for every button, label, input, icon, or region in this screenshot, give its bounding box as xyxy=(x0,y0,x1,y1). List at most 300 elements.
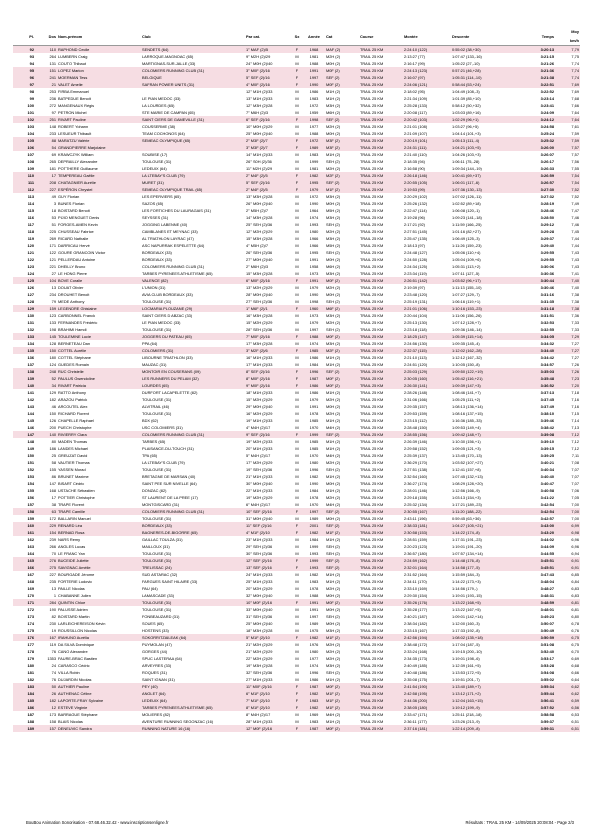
cell-bib: 38 xyxy=(51,502,56,507)
cell-race: TRAIL 25 KM xyxy=(360,341,384,346)
cell-cat-rank: 19° M1H (2)/33 xyxy=(246,418,273,423)
cell-rank: 110 xyxy=(13,172,35,179)
cell-name: BERNETEAU Dan xyxy=(58,341,90,346)
cell-sex: M xyxy=(295,460,299,465)
cell-speed: 7,07 xyxy=(571,467,579,472)
cell-speed: 6,70 xyxy=(571,649,579,654)
cell-club: BELGIQUE xyxy=(141,74,245,81)
cell-speed: 7,06 xyxy=(571,488,579,493)
cell-speed: 6,66 xyxy=(571,670,579,675)
cell-sex: F xyxy=(291,522,303,529)
cell-cat-rank: 31° SEH (2)/36 xyxy=(246,614,273,619)
cell-year: 1995 xyxy=(303,179,325,186)
cell-bib: 129 xyxy=(49,390,56,395)
cell-rank: 163 xyxy=(27,544,34,549)
cell-bib: 251 xyxy=(35,116,57,123)
cell-bib: 229 xyxy=(35,522,57,529)
cell-race: TRAIL 25 KM xyxy=(360,264,384,269)
cell-rank: 177 xyxy=(27,642,34,647)
cell-cat-rank: 26° SEH (2)/36 xyxy=(246,250,273,255)
cell-year: 1986 xyxy=(309,677,319,682)
cell-cat-rank: 2° M3F (2)/7 xyxy=(245,137,291,144)
cell-descent: 1:17:04 (187,-5) xyxy=(452,642,480,647)
cell-speed: 7,46 xyxy=(571,215,579,220)
cell-club: SEMEAC OLYMPIQUE TRAIL (65) xyxy=(141,186,245,193)
cell-bib: 110 xyxy=(35,46,57,54)
cell-time: 3:36:52 xyxy=(513,382,555,389)
cell-speed: 7,79 xyxy=(555,46,580,54)
cell-bib: 63 xyxy=(35,508,57,515)
cell-time: 3:31:51 xyxy=(540,313,554,318)
cell-club: LA LTEBAY'S CLUB (79) xyxy=(142,460,185,465)
cell-descent: 1:17:33 (192,-8) xyxy=(452,628,480,633)
cell-category: M3F (2) xyxy=(325,137,359,144)
cell-bib: 190 xyxy=(49,607,56,612)
cell-race: TRAIL 25 KM xyxy=(360,439,384,444)
cell-name: ANGLES Lucas xyxy=(58,544,86,549)
cell-rank: 105 xyxy=(13,137,35,144)
cell-time: 3:30:06 xyxy=(540,264,554,269)
cell-sex: F xyxy=(291,46,303,54)
cell-cat-rank: 22° M1H (2)/33 xyxy=(246,488,273,493)
cell-time: 3:34:57 xyxy=(540,362,554,367)
cell-speed: 7,05 xyxy=(571,495,579,500)
cell-category: SEF (2) xyxy=(325,368,359,375)
cell-club: TOULOUSE (31) xyxy=(142,411,172,416)
cell-time: 3:32:53 xyxy=(540,320,554,325)
cell-descent: 1:01:39 (85,+10) xyxy=(452,96,481,101)
cell-club: SEYSSES (31) xyxy=(142,215,169,220)
table-row xyxy=(13,347,580,354)
cell-speed: 6,53 xyxy=(571,712,579,717)
cell-sex: M xyxy=(295,201,299,206)
cell-speed: 7,43 xyxy=(571,250,579,255)
cell-bib: 123 xyxy=(49,313,56,318)
cell-club: MARTIGNAS-SUR-JALLE (33) xyxy=(142,61,196,66)
cell-speed: 7,36 xyxy=(571,313,579,318)
col-header-bib: Dos xyxy=(35,27,57,46)
cell-club: LA LOURDES (65) xyxy=(142,103,175,108)
cell-climb: 2:38:48 (172) xyxy=(404,642,428,647)
cell-sex: F xyxy=(291,431,303,438)
table-row xyxy=(13,368,580,375)
cell-sex: M xyxy=(295,257,299,262)
cell-name: FAURE-BRAC Bastien xyxy=(58,656,98,661)
cell-rank: 172 xyxy=(27,607,34,612)
cell-club: SAZOS (65) xyxy=(142,201,164,206)
cell-year: 1996 xyxy=(309,670,319,675)
cell-sex: M xyxy=(295,320,299,325)
cell-year: 1993 xyxy=(309,551,319,556)
cell-speed: 7,26 xyxy=(571,362,579,367)
cell-category: M2H (2) xyxy=(326,124,341,129)
cell-climb: 2:32:01 (164) xyxy=(403,564,451,571)
cell-descent: 1:12:12 (167,-32) xyxy=(452,355,482,360)
cell-race: TRAIL 25 KM xyxy=(360,614,384,619)
cell-race: TRAIL 25 KM xyxy=(360,355,384,360)
cell-club: LEDEUIX (64) xyxy=(141,697,245,704)
cell-race: TRAIL 25 KM xyxy=(360,579,384,584)
cell-climb: 2:19:28 (96) xyxy=(404,215,425,220)
cell-race: TRAIL 25 KM xyxy=(360,236,384,241)
cell-name: BOISTARD Martin xyxy=(58,614,90,619)
cell-sex: M xyxy=(295,96,299,101)
cell-cat-rank: 2° M4F (2)/5 xyxy=(245,186,291,193)
cell-bib: 3 xyxy=(53,201,56,206)
cell-race: TRAIL 25 KM xyxy=(359,137,403,144)
cell-sex: F xyxy=(291,508,303,515)
cell-club: TPA (65) xyxy=(142,453,158,458)
cell-sex: F xyxy=(291,704,303,711)
cell-sex: M xyxy=(295,642,299,647)
cell-bib: 284 xyxy=(35,599,57,606)
cell-speed: 7,64 xyxy=(571,110,579,115)
cell-climb: 2:19:39 (97) xyxy=(404,285,425,290)
cell-climb: 2:26:18 (146) xyxy=(403,172,451,179)
cell-category: M0F (2) xyxy=(325,375,359,382)
cell-year: 1985 xyxy=(309,446,319,451)
cell-bib: 172 xyxy=(49,516,56,521)
cell-cat-rank: 6° M4H (2)/17 xyxy=(246,502,271,507)
cell-race: TRAIL 25 KM xyxy=(360,572,384,577)
cell-club xyxy=(141,144,245,151)
cell-sex: M xyxy=(295,166,299,171)
cell-race: TRAIL 25 KM xyxy=(359,179,403,186)
cell-name: ESPÉRON Chrystel xyxy=(57,186,141,193)
cell-year: 1972 xyxy=(309,194,319,199)
cell-descent: 1:13:12 (171,+2) xyxy=(451,690,513,697)
cell-category: M1H (2) xyxy=(326,537,341,542)
cell-race: TRAIL 25 KM xyxy=(359,67,403,74)
cell-descent: 1:07:11 (127,-5) xyxy=(452,271,480,276)
cell-cat-rank: 33° M0H (2)/40 xyxy=(246,607,273,612)
cell-sex: M xyxy=(295,292,299,297)
cell-sex: F xyxy=(291,725,303,732)
cell-time: 3:56:41 xyxy=(513,697,555,704)
cell-sex: M xyxy=(295,299,299,304)
cell-year: 1984 xyxy=(309,488,319,493)
cell-cat-rank: 13° M1H (2)/33 xyxy=(246,96,273,101)
cell-speed: 7,59 xyxy=(571,131,579,136)
cell-sex: M xyxy=(295,229,299,234)
cell-name: PAILLE Nicolas xyxy=(58,586,85,591)
cell-climb: 2:21:01 (106) xyxy=(403,305,451,312)
cell-cat-rank: 5° SEF (2)/16 xyxy=(245,74,291,81)
cell-climb: 2:25:26 (132) xyxy=(404,201,428,206)
cell-category: M2H (2) xyxy=(326,54,341,59)
cell-cat-rank: 6° SEF (2)/16 xyxy=(245,116,291,123)
cell-climb: 2:28:48 (150) xyxy=(404,425,428,430)
cell-club: LA LTEBAY'S CLUB (79) xyxy=(141,172,245,179)
cell-rank: 176 xyxy=(13,634,35,641)
cell-bib: 70 xyxy=(51,551,56,556)
cell-cat-rank: 8° M4H (2)/17 xyxy=(246,712,271,717)
cell-rank: 162 xyxy=(27,537,34,542)
cell-race: TRAIL 25 KM xyxy=(360,292,384,297)
cell-name: AUTHIER Pauline xyxy=(57,683,141,690)
cell-climb: 2:24:56 (130) xyxy=(404,341,428,346)
cell-year: 1959 xyxy=(309,110,319,115)
table-row xyxy=(13,256,580,263)
cell-cat-rank: 9° SEF (2)/16 xyxy=(245,431,291,438)
cell-year: 1987 xyxy=(303,375,325,382)
cell-cat-rank: 19° M3H (2)/28 xyxy=(246,663,273,668)
cell-cat-rank: 9° M2H (2)/29 xyxy=(246,54,271,59)
cell-year: 1979 xyxy=(309,397,319,402)
table-row xyxy=(13,116,580,123)
cell-category: M0H (2) xyxy=(326,292,341,297)
cell-category: M0H (2) xyxy=(326,516,341,521)
cell-climb: 2:24:13 (123) xyxy=(403,67,451,74)
col-header-time: Temps xyxy=(513,27,555,46)
cell-rank: 107 xyxy=(27,152,34,157)
cell-race: TRAIL 25 KM xyxy=(360,257,384,262)
cell-race: TRAIL 25 KM xyxy=(359,347,403,354)
cell-sex: M xyxy=(295,208,299,213)
cell-rank: 95 xyxy=(13,67,35,74)
cell-climb: 2:38:33 (181) xyxy=(403,522,451,529)
cell-year: 1999 xyxy=(303,431,325,438)
cell-club: TOULOUSE (31) xyxy=(142,467,172,472)
cell-speed: 7,29 xyxy=(555,333,580,340)
cell-climb: 2:30:58 (153) xyxy=(403,529,451,536)
cell-cat-rank: 21° M1H (2)/33 xyxy=(246,474,273,479)
cell-sex: M xyxy=(295,215,299,220)
cell-climb: 2:26:30 (141) xyxy=(403,382,451,389)
cell-bib: 159 xyxy=(35,305,57,312)
cell-year: 1988 xyxy=(309,61,319,66)
cell-speed: 6,91 xyxy=(555,557,580,564)
cell-climb: 2:38:05 (180) xyxy=(403,704,451,711)
cell-sex: M xyxy=(295,222,299,227)
table-row xyxy=(13,508,580,515)
cell-cat-rank: 10° M0F (2)/16 xyxy=(245,599,291,606)
cell-sex: M xyxy=(295,614,299,619)
cell-club: AVENTURE RUNNING SEGONZAC (16) xyxy=(142,719,214,724)
cell-climb: 2:23:34 (119) xyxy=(404,271,427,276)
cell-category: M0F (2) xyxy=(325,277,359,284)
cell-cat-rank: 7° M6H (2)/3 xyxy=(246,110,269,115)
cell-name: RIVART Patricia xyxy=(57,382,141,389)
cell-rank: 157 xyxy=(27,502,34,507)
cell-bib: 186 xyxy=(49,446,56,451)
table-row xyxy=(13,179,580,186)
cell-race: TRAIL 25 KM xyxy=(360,467,384,472)
cell-time: 3:39:15 xyxy=(540,446,554,451)
cell-year: 1958 xyxy=(309,264,319,269)
cell-speed: 7,38 xyxy=(571,292,579,297)
cell-year: 1972 xyxy=(309,103,319,108)
cell-name: LOPEZ Marion xyxy=(57,67,141,74)
cell-year: 1985 xyxy=(309,439,319,444)
table-row xyxy=(13,592,580,599)
cell-club: PAU (64) xyxy=(142,586,158,591)
cell-descent: 1:25:11 (218,-18) xyxy=(452,712,482,717)
cell-sex: F xyxy=(291,137,303,144)
cell-climb: 2:26:39 (146) xyxy=(404,439,428,444)
cell-time: 3:45:51 xyxy=(513,564,555,571)
cell-sex: M xyxy=(295,439,299,444)
cell-descent: 1:06:11 (75,-28) xyxy=(452,159,480,164)
cell-bib: 264 xyxy=(49,54,56,59)
cell-speed: 7,44 xyxy=(571,243,579,248)
table-row xyxy=(13,487,580,494)
cell-sex: M xyxy=(295,131,299,136)
cell-climb: 2:43:11 (196) xyxy=(404,516,427,521)
cell-time: 3:34:42 xyxy=(540,355,554,360)
cell-race: TRAIL 25 KM xyxy=(359,704,403,711)
cell-descent: 1:01:16 (82,+27) xyxy=(452,229,481,234)
cell-cat-rank: 19° M2H (2)/33 xyxy=(246,439,273,444)
cell-time: 3:42:54 xyxy=(513,508,555,515)
cell-category: M0F (2) xyxy=(325,382,359,389)
cell-speed: 7,41 xyxy=(571,271,579,276)
cell-time: 3:29:37 xyxy=(540,236,554,241)
cell-year: 1973 xyxy=(309,271,319,276)
cell-race: TRAIL 25 KM xyxy=(360,61,384,66)
cell-year: 1991 xyxy=(309,404,319,409)
cell-race: TRAIL 25 KM xyxy=(360,628,384,633)
cell-bib: 82 xyxy=(51,614,56,619)
cell-rank: 145 xyxy=(27,418,34,423)
cell-cat-rank: 15° M3H (2)/28 xyxy=(246,271,273,276)
cell-cat-rank: 11° M2H (2)/29 xyxy=(246,166,273,171)
cell-race: TRAIL 25 KM xyxy=(360,313,384,318)
cell-year: 1982 xyxy=(303,172,325,179)
col-header-speed-label: Moy xyxy=(571,29,579,34)
cell-descent: 1:04:26 (103,+3) xyxy=(452,152,481,157)
cell-speed: 7,49 xyxy=(571,201,579,206)
table-row xyxy=(13,634,580,641)
cell-rank: 122 xyxy=(27,257,34,262)
cell-time: 3:23:14 xyxy=(540,96,554,101)
cell-category: M1H (2) xyxy=(326,488,341,493)
cell-descent: 1:09:50 (122,+19) xyxy=(451,368,513,375)
cell-club: FARGUES SAINT HILAIRE (33) xyxy=(142,579,198,584)
cell-category: M5H (2) xyxy=(326,243,341,248)
cell-cat-rank: 8° SEF (2)/16 xyxy=(245,368,291,375)
cell-club: ALVITRAIL (46) xyxy=(142,404,170,409)
table-row xyxy=(13,515,580,522)
table-row xyxy=(13,319,580,326)
cell-race: TRAIL 25 KM xyxy=(360,481,384,486)
cell-year: 1976 xyxy=(309,642,319,647)
col-header-speed xyxy=(555,27,580,46)
cell-rank: 156 xyxy=(27,495,34,500)
cell-climb: 2:34:11 (170) xyxy=(404,579,427,584)
cell-year: 1997 xyxy=(309,327,319,332)
table-row xyxy=(13,445,580,452)
cell-year: 1999 xyxy=(303,557,325,564)
cell-descent: 0:58:12 (50,+32) xyxy=(452,103,481,108)
cell-rank: 152 xyxy=(27,467,34,472)
cell-name: BRAHIMI Hamdi xyxy=(58,327,87,332)
cell-bib: 17 xyxy=(35,172,57,179)
cell-name: LUMBERN Craig xyxy=(58,54,88,59)
cell-cat-rank: 1° M6F (2)/1 xyxy=(245,305,291,312)
table-row xyxy=(13,704,580,711)
cell-sex: M xyxy=(295,124,299,129)
cell-race: TRAIL 25 KM xyxy=(359,305,403,312)
cell-race: TRAIL 25 KM xyxy=(359,74,403,81)
cell-year: 1995 xyxy=(309,250,319,255)
cell-club: TOULOUSE (31) xyxy=(141,599,245,606)
cell-descent: 1:09:53 (149,+4) xyxy=(452,425,481,430)
cell-speed: 7,69 xyxy=(555,81,580,88)
table-row xyxy=(13,557,580,564)
cell-year: 1998 xyxy=(303,116,325,123)
cell-climb: 2:44:36 (200) xyxy=(403,697,451,704)
cell-cat-rank: 18° M1H (2)/33 xyxy=(246,390,273,395)
cell-sex: M xyxy=(295,502,299,507)
cell-speed: 7,52 xyxy=(555,186,580,193)
cell-speed: 6,96 xyxy=(571,544,579,549)
cell-club: RUNNING NATURE 16 (16) xyxy=(141,725,245,732)
cell-category: M4H (2) xyxy=(326,453,341,458)
cell-year: 1993 xyxy=(309,222,319,227)
cell-name: BARRAGUE Stéphane xyxy=(58,712,98,717)
cell-time: 3:25:32 xyxy=(513,137,555,144)
cell-race: TRAIL 25 KM xyxy=(359,508,403,515)
cell-climb: 2:18:25 (147) xyxy=(403,333,451,340)
cell-year: 1982 xyxy=(309,572,319,577)
cell-time: 3:29:40 xyxy=(540,243,554,248)
cell-rank: 111 xyxy=(13,179,35,186)
cell-bib: 121 xyxy=(49,257,56,262)
cell-rank: 124 xyxy=(27,271,34,276)
cell-club: L'UNION (31) xyxy=(142,285,166,290)
cell-climb: 2:38:34 (182) xyxy=(404,621,428,626)
cell-year: 1990 xyxy=(309,201,319,206)
cell-speed: 6,51 xyxy=(555,725,580,732)
cell-descent: 1:10:05 (150,-8) xyxy=(452,362,480,367)
cell-rank: 170 xyxy=(27,593,34,598)
cell-name: TRAPE Florent xyxy=(58,502,85,507)
cell-year: 1970 xyxy=(309,425,319,430)
table-row xyxy=(13,228,580,235)
cell-descent: 1:13:45 (170,-13) xyxy=(452,453,482,458)
cell-climb: 2:36:29 (170) xyxy=(404,460,428,465)
cell-sex: M xyxy=(295,495,299,500)
cell-climb: 2:25:19 (131) xyxy=(404,299,428,304)
cell-race: TRAIL 25 KM xyxy=(360,54,384,59)
cell-race: TRAIL 25 KM xyxy=(360,390,384,395)
cell-name: BOISTARD Benoit xyxy=(58,208,90,213)
cell-climb: 2:40:48 (186) xyxy=(404,670,428,675)
cell-name: LARLEICHEREISON Kévin xyxy=(58,621,106,626)
cell-category: M3H (2) xyxy=(326,271,341,276)
cell-speed: 6,62 xyxy=(555,690,580,697)
cell-category: SEH (2) xyxy=(326,614,340,619)
cell-bib: 150 xyxy=(35,347,57,354)
cell-bib: 221 xyxy=(49,264,56,269)
cell-category: M5H (2) xyxy=(326,208,341,213)
table-row xyxy=(13,725,580,732)
cell-cat-rank: 20° M1H (2)/33 xyxy=(246,446,273,451)
cell-race: TRAIL 25 KM xyxy=(360,474,384,479)
cell-category: M4H (2) xyxy=(326,425,341,430)
cell-speed: 7,69 xyxy=(571,89,579,94)
cell-descent: 1:05:39 (115,+14) xyxy=(451,333,513,340)
cell-speed: 7,16 xyxy=(571,404,579,409)
cell-time: 3:26:00 xyxy=(513,144,555,151)
cell-year: 1990 xyxy=(309,481,319,486)
cell-name: DENEUVIC Sandra xyxy=(57,725,141,732)
cell-category: M0F (2) xyxy=(325,725,359,732)
cell-cat-rank: 26° M0H (2)/40 xyxy=(246,201,273,206)
results-sheet xyxy=(13,27,580,732)
cell-time: 3:21:36 xyxy=(513,67,555,74)
